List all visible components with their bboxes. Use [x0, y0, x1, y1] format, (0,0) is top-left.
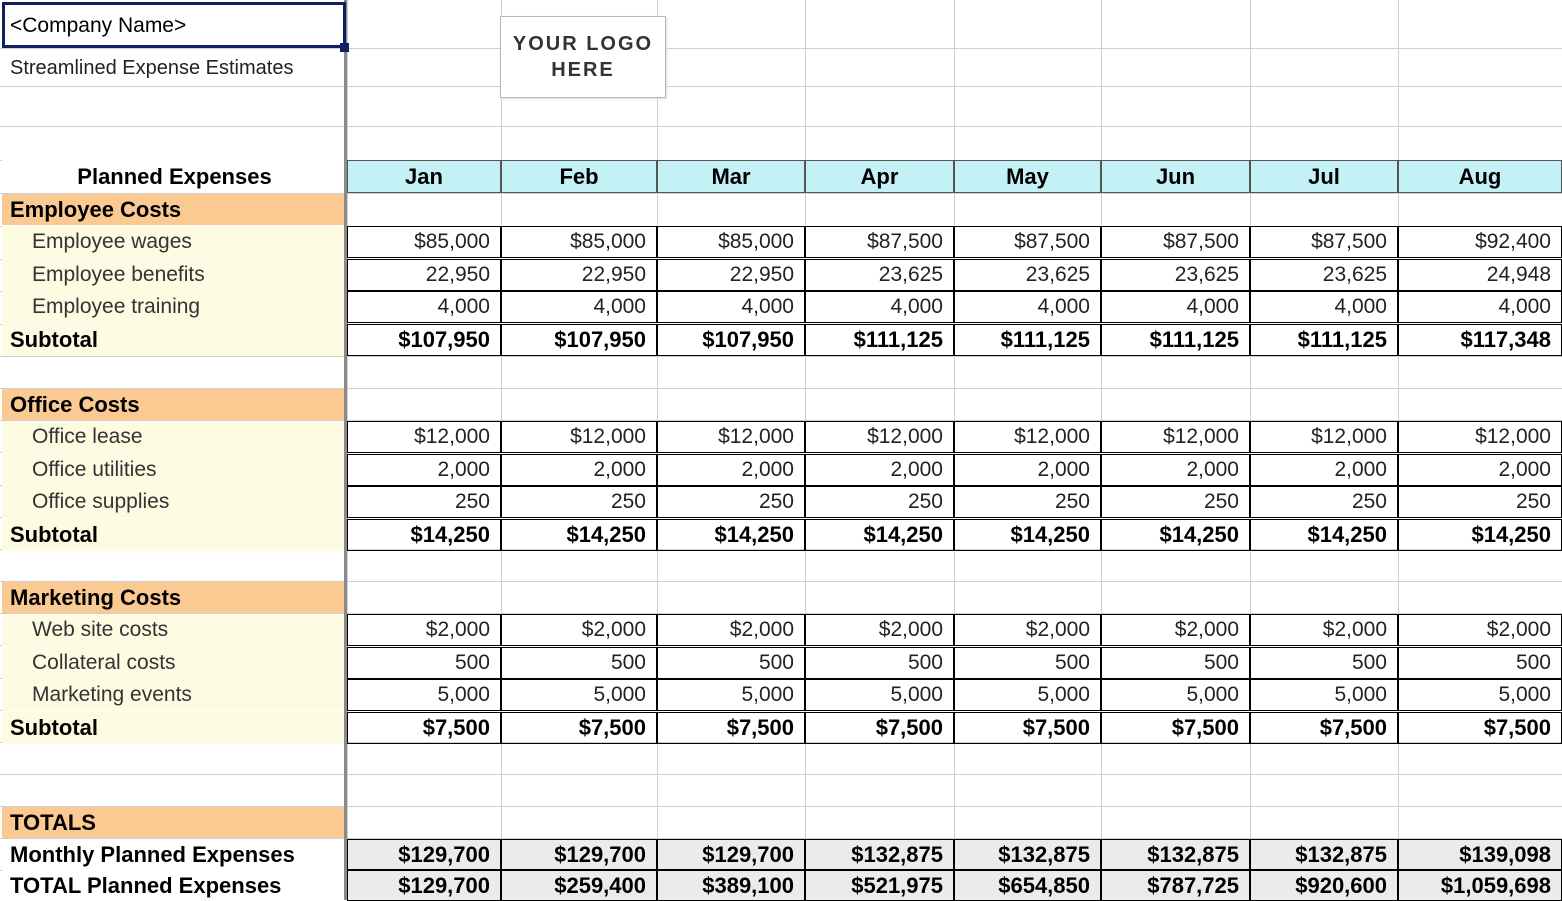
totals-value[interactable]: $132,875 [1101, 839, 1250, 870]
totals-value[interactable]: $1,059,698 [1398, 870, 1562, 901]
section-title-employee-costs[interactable]: Employee Costs [2, 194, 347, 225]
subtotal-value[interactable]: $14,250 [1250, 519, 1398, 551]
value-cell[interactable]: 2,000 [1398, 454, 1562, 486]
row-label[interactable]: Office utilities [2, 454, 347, 486]
value-cell[interactable]: 2,000 [1101, 454, 1250, 486]
subtotal-value[interactable]: $14,250 [657, 519, 805, 551]
value-cell[interactable]: 500 [1250, 647, 1398, 679]
logo-placeholder[interactable]: YOUR LOGO HERE [500, 16, 666, 98]
month-header-may[interactable]: May [954, 160, 1101, 193]
section-title-office-costs[interactable]: Office Costs [2, 389, 347, 420]
value-cell[interactable]: $2,000 [1250, 614, 1398, 646]
value-cell[interactable]: 250 [347, 486, 501, 518]
value-cell[interactable]: 5,000 [501, 679, 657, 711]
subtotal-value[interactable]: $14,250 [805, 519, 954, 551]
value-cell[interactable]: 5,000 [1398, 679, 1562, 711]
month-header-jul[interactable]: Jul [1250, 160, 1398, 193]
value-cell[interactable]: 500 [501, 647, 657, 679]
gridline-horizontal [0, 126, 1562, 127]
totals-value[interactable]: $920,600 [1250, 870, 1398, 901]
totals-value[interactable]: $129,700 [347, 870, 501, 901]
value-cell[interactable]: $2,000 [805, 614, 954, 646]
subtotal-value[interactable]: $14,250 [347, 519, 501, 551]
totals-value[interactable]: $521,975 [805, 870, 954, 901]
totals-value[interactable]: $259,400 [501, 870, 657, 901]
row-label[interactable]: Employee wages [2, 226, 347, 258]
value-cell[interactable]: $85,000 [501, 226, 657, 258]
section-title-totals[interactable]: TOTALS [2, 807, 347, 838]
value-cell[interactable]: 250 [1250, 486, 1398, 518]
value-cell[interactable]: 5,000 [657, 679, 805, 711]
month-header-jan[interactable]: Jan [347, 160, 501, 193]
totals-value[interactable]: $132,875 [954, 839, 1101, 870]
gridline-horizontal [0, 86, 1562, 87]
value-cell[interactable]: $87,500 [1250, 226, 1398, 258]
month-header-mar[interactable]: Mar [657, 160, 805, 193]
value-cell[interactable]: 24,948 [1398, 259, 1562, 291]
subtotal-value[interactable]: $117,348 [1398, 324, 1562, 356]
subtotal-value[interactable]: $7,500 [1101, 712, 1250, 744]
value-cell[interactable]: 250 [954, 486, 1101, 518]
month-header-jun[interactable]: Jun [1101, 160, 1250, 193]
subtotal-value[interactable]: $7,500 [1398, 712, 1562, 744]
row-label[interactable]: Web site costs [2, 614, 347, 646]
row-label[interactable]: Collateral costs [2, 647, 347, 679]
totals-value[interactable]: $129,700 [347, 839, 501, 870]
gridline-horizontal [0, 48, 1562, 49]
subtotal-value[interactable]: $111,125 [954, 324, 1101, 356]
value-cell[interactable]: 23,625 [1250, 259, 1398, 291]
value-cell[interactable]: $12,000 [1398, 421, 1562, 453]
month-header-feb[interactable]: Feb [501, 160, 657, 193]
value-cell[interactable]: 2,000 [347, 454, 501, 486]
value-cell[interactable]: $85,000 [347, 226, 501, 258]
value-cell[interactable]: 5,000 [347, 679, 501, 711]
value-cell[interactable]: $2,000 [657, 614, 805, 646]
value-cell[interactable]: 2,000 [954, 454, 1101, 486]
fill-handle[interactable] [340, 43, 349, 52]
cell-selection-border [2, 2, 346, 48]
value-cell[interactable]: 500 [1398, 647, 1562, 679]
company-name-cell[interactable]: <Company Name> [10, 14, 187, 37]
frozen-pane-divider[interactable] [344, 0, 347, 900]
value-cell[interactable]: 22,950 [657, 259, 805, 291]
totals-value[interactable]: $132,875 [1250, 839, 1398, 870]
value-cell[interactable]: 4,000 [1398, 291, 1562, 323]
gridline-horizontal [0, 774, 1562, 775]
subtitle-cell[interactable]: Streamlined Expense Estimates [10, 56, 294, 79]
section-title-marketing-costs[interactable]: Marketing Costs [2, 582, 347, 613]
subtotal-value[interactable]: $107,950 [657, 324, 805, 356]
totals-value[interactable]: $129,700 [501, 839, 657, 870]
value-cell[interactable]: $2,000 [1101, 614, 1250, 646]
value-cell[interactable]: $2,000 [501, 614, 657, 646]
value-cell[interactable]: $2,000 [1398, 614, 1562, 646]
value-cell[interactable]: 4,000 [805, 291, 954, 323]
value-cell[interactable]: 4,000 [657, 291, 805, 323]
value-cell[interactable]: 23,625 [954, 259, 1101, 291]
value-cell[interactable]: $12,000 [1250, 421, 1398, 453]
value-cell[interactable]: 23,625 [1101, 259, 1250, 291]
subtotal-value[interactable]: $7,500 [501, 712, 657, 744]
value-cell[interactable]: $12,000 [1101, 421, 1250, 453]
value-cell[interactable]: 5,000 [954, 679, 1101, 711]
value-cell[interactable]: $12,000 [954, 421, 1101, 453]
subtotal-value[interactable]: $7,500 [657, 712, 805, 744]
subtotal-value[interactable]: $107,950 [501, 324, 657, 356]
value-cell[interactable]: 5,000 [1250, 679, 1398, 711]
totals-value[interactable]: $129,700 [657, 839, 805, 870]
value-cell[interactable]: 500 [805, 647, 954, 679]
subtotal-value[interactable]: $14,250 [1398, 519, 1562, 551]
subtotal-value[interactable]: $111,125 [1101, 324, 1250, 356]
value-cell[interactable]: 500 [657, 647, 805, 679]
subtotal-value[interactable]: $7,500 [954, 712, 1101, 744]
value-cell[interactable]: 22,950 [347, 259, 501, 291]
month-header-aug[interactable]: Aug [1398, 160, 1562, 193]
value-cell[interactable]: 500 [347, 647, 501, 679]
value-cell[interactable]: $87,500 [805, 226, 954, 258]
value-cell[interactable]: 250 [657, 486, 805, 518]
value-cell[interactable]: 2,000 [805, 454, 954, 486]
totals-value[interactable]: $654,850 [954, 870, 1101, 901]
totals-row-label[interactable]: Monthly Planned Expenses [2, 839, 347, 870]
totals-value[interactable]: $787,725 [1101, 870, 1250, 901]
value-cell[interactable]: 2,000 [657, 454, 805, 486]
value-cell[interactable]: 4,000 [501, 291, 657, 323]
subtotal-value[interactable]: $14,250 [954, 519, 1101, 551]
row-label[interactable]: Employee benefits [2, 259, 347, 291]
subtotal-value[interactable]: $14,250 [501, 519, 657, 551]
value-cell[interactable]: 250 [805, 486, 954, 518]
value-cell[interactable]: $2,000 [954, 614, 1101, 646]
value-cell[interactable]: $12,000 [347, 421, 501, 453]
value-cell[interactable]: 4,000 [1250, 291, 1398, 323]
value-cell[interactable]: $85,000 [657, 226, 805, 258]
subtotal-label[interactable]: Subtotal [2, 324, 347, 356]
subtotal-value[interactable]: $14,250 [1101, 519, 1250, 551]
totals-row-label[interactable]: TOTAL Planned Expenses [2, 870, 347, 901]
row-label[interactable]: Office supplies [2, 486, 347, 518]
value-cell[interactable]: 250 [501, 486, 657, 518]
planned-expenses-header: Planned Expenses [2, 160, 347, 193]
value-cell[interactable]: 500 [1101, 647, 1250, 679]
value-cell[interactable]: $87,500 [954, 226, 1101, 258]
value-cell[interactable]: 2,000 [1250, 454, 1398, 486]
subtotal-value[interactable]: $7,500 [1250, 712, 1398, 744]
value-cell[interactable]: 2,000 [501, 454, 657, 486]
value-cell[interactable]: 250 [1101, 486, 1250, 518]
subtotal-value[interactable]: $7,500 [805, 712, 954, 744]
value-cell[interactable]: $12,000 [501, 421, 657, 453]
month-header-apr[interactable]: Apr [805, 160, 954, 193]
row-label[interactable]: Marketing events [2, 679, 347, 711]
subtotal-value[interactable]: $111,125 [805, 324, 954, 356]
subtotal-label[interactable]: Subtotal [2, 519, 347, 551]
value-cell[interactable]: 23,625 [805, 259, 954, 291]
row-label[interactable]: Office lease [2, 421, 347, 453]
subtotal-value[interactable]: $7,500 [347, 712, 501, 744]
totals-value[interactable]: $139,098 [1398, 839, 1562, 870]
totals-value[interactable]: $132,875 [805, 839, 954, 870]
value-cell[interactable]: 4,000 [347, 291, 501, 323]
value-cell[interactable]: $92,400 [1398, 226, 1562, 258]
subtotal-value[interactable]: $107,950 [347, 324, 501, 356]
totals-value[interactable]: $389,100 [657, 870, 805, 901]
subtotal-label[interactable]: Subtotal [2, 712, 347, 744]
value-cell[interactable]: $12,000 [657, 421, 805, 453]
gridline-horizontal [0, 356, 1562, 357]
value-cell[interactable]: 500 [954, 647, 1101, 679]
value-cell[interactable]: 250 [1398, 486, 1562, 518]
value-cell[interactable]: 4,000 [954, 291, 1101, 323]
row-label[interactable]: Employee training [2, 291, 347, 323]
value-cell[interactable]: 5,000 [805, 679, 954, 711]
value-cell[interactable]: 22,950 [501, 259, 657, 291]
value-cell[interactable]: $2,000 [347, 614, 501, 646]
value-cell[interactable]: $12,000 [805, 421, 954, 453]
value-cell[interactable]: $87,500 [1101, 226, 1250, 258]
value-cell[interactable]: 5,000 [1101, 679, 1250, 711]
subtotal-value[interactable]: $111,125 [1250, 324, 1398, 356]
value-cell[interactable]: 4,000 [1101, 291, 1250, 323]
